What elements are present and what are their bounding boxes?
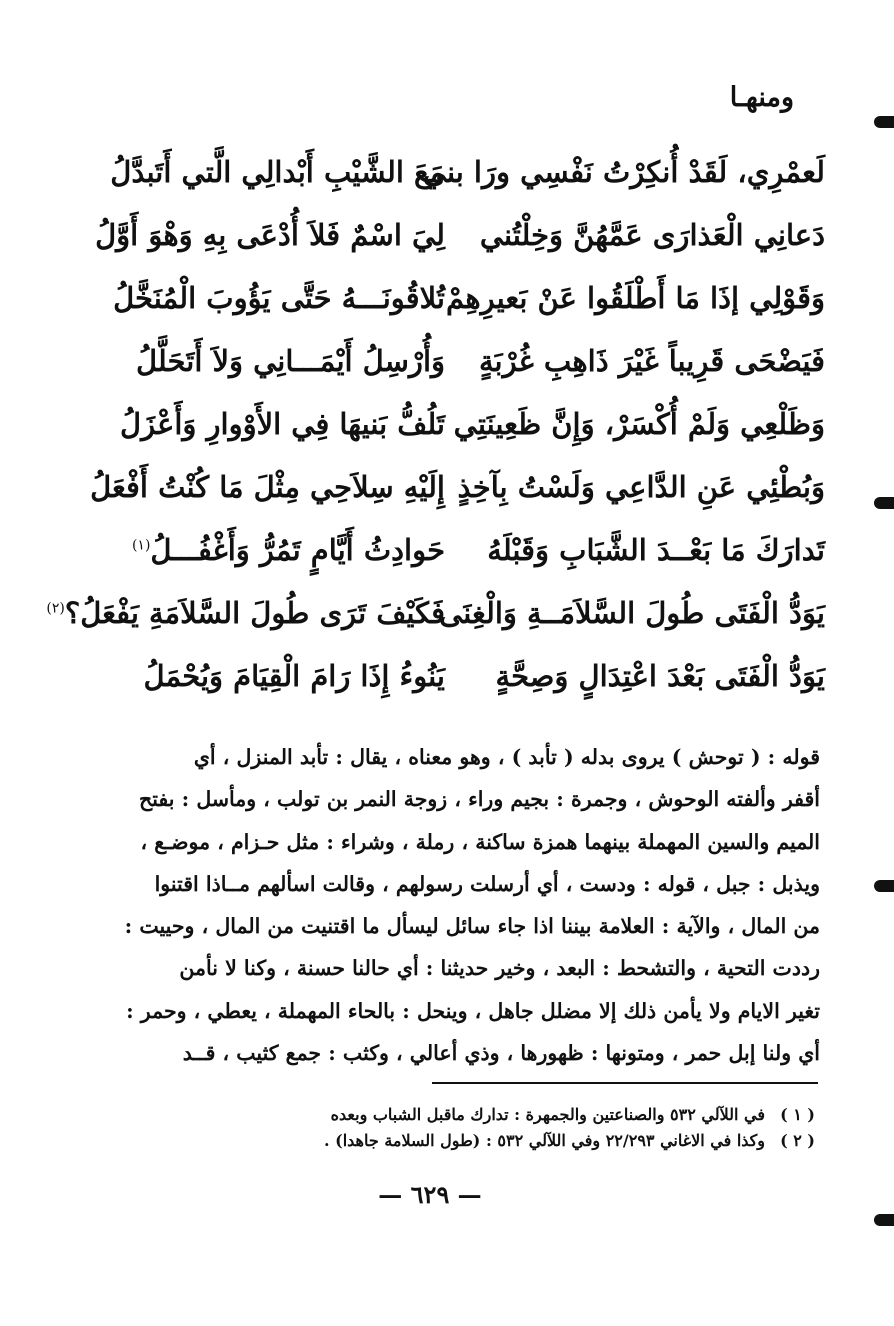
hemistich-text: حَوادِثُ أَيَّامٍ تَمُرُّ وَأَغْفُـــلُ — [150, 532, 445, 567]
commentary-line: ويذبل : جبل ، قوله : ودست ، أي أرسلت رسولهم ، وقالت اسألهم مــاذا اقتنوا — [154, 871, 820, 896]
hemistich-text: تُلاقُونَـــهُ حَتَّى يَؤُوبَ الْمُنَخَّلُ — [113, 280, 445, 315]
hemistich-text: تَلُفُّ بَنيهَا فِي الأَوْوارِ وَأَعْزَلُ — [120, 406, 445, 441]
verse-first-hemistich: تَدارَكَ مَا بَعْــدَ الشَّبَابِ وَقَبْلَهُ — [487, 532, 825, 567]
poem — [46, 140, 825, 707]
verse-first-hemistich: فَيَضْحَى قَرِيباً غَيْرَ ذَاهِبِ غُرْبَةٍ — [478, 343, 825, 378]
page-number: — ٦٢٩ — — [378, 1180, 482, 1209]
footnote-text: وكذا في الاغاني ٢٢/٢٩٣ وفي اللآلي ٥٣٢ : (طول السلامة جاهدا) . — [323, 1131, 765, 1150]
commentary-line: قوله : ( توحش ) يروى بدله ( تأبد ) ، وهو معناه ، يقال : تأبد المنزل ، أي — [193, 745, 820, 769]
verse-second-hemistich — [70, 470, 445, 504]
verse-second-hemistich — [46, 595, 445, 630]
hemistich-text: وَأُرْسِلُ أَيْمَـــانِي وَلاَ أَتَحَلَّلُ — [135, 343, 445, 378]
verse-first-hemistich: لَعمْرِي، لَقَدْ أُنكِرْتُ نَفْسِي ورَا بني — [422, 154, 825, 189]
verse — [70, 266, 825, 329]
footnote — [70, 1102, 815, 1128]
scan-edge-mark — [874, 1214, 894, 1226]
hemistich-text: يَنُوءُ إِذَا رَامَ الْقِيَامَ وَيُحْمَلُ — [143, 658, 445, 693]
verse-second-hemistich — [70, 659, 445, 693]
verse — [70, 392, 825, 455]
commentary-line: تغير الايام ولا يأمن ذلك إلا مضلل جاهل ، وينحل : بالحاء المهملة ، يعطي ، وحمر : — [126, 998, 820, 1023]
hemistich-text: لِيَ اسْمٌ فَلاَ أُدْعَى بِهِ وَهْوَ أَوَّلُ — [95, 217, 445, 252]
verse — [70, 518, 825, 581]
verse-first-hemistich: وَبُطْئِي عَنِ الدَّاعِي وَلَسْتُ بِآخِذٍ — [457, 469, 825, 504]
commentary-line: أقفر وألفته الوحوش ، وجمرة : بجيم وراء ، زوجة النمر بن تولب ، ومأسل : بفتح — [139, 787, 820, 812]
scan-edge-mark — [874, 116, 894, 128]
footnote-reference: (١) — [131, 536, 151, 553]
commentary — [72, 736, 820, 1074]
verse — [70, 203, 825, 266]
verse-second-hemistich — [70, 281, 445, 315]
hemistich-text: فَكَيْفَ تَرَى طُولَ السَّلاَمَةِ يَفْعَلُ؟ — [64, 595, 445, 630]
footnote-number: ( ١ ) — [780, 1105, 815, 1124]
footnote-reference: (٢) — [46, 599, 65, 616]
verse — [70, 140, 825, 203]
footnote-text: في اللآلي ٥٣٢ والصناعتين والجمهرة : تدارك ماقبل الشباب وبعده — [330, 1105, 765, 1124]
verse — [70, 455, 825, 518]
commentary-line: أي ولنا إبل حمر ، ومتونها : ظهورها ، وذي أعالي ، وكثب : جمع كثيب ، قــد — [182, 1041, 820, 1066]
verse-first-hemistich: وَظَلْعِي وَلَمْ أُكْسَرْ، وَإِنَّ ظَعِينَتِي — [453, 406, 825, 441]
commentary-line: الميم والسين المهملة بينهما همزة ساكنة ، رملة ، وشراء : مثل حـزام ، موضـع ، — [140, 829, 820, 854]
verse-second-hemistich — [70, 344, 445, 378]
footnote-separator — [432, 1082, 818, 1084]
verse — [70, 644, 825, 707]
verse — [46, 581, 825, 644]
verse-second-hemistich — [70, 533, 445, 567]
footnotes — [70, 1102, 815, 1154]
hemistich-text: مَعَ الشَّيْبِ أَبْدالِي الَّتي أَتَبدَّلُ — [110, 154, 445, 189]
commentary-line: من المال ، والآية : العلامة بيننا اذا جاء سائل ليسأل ما اقتنيت من المال ، وحييت : — [124, 914, 820, 939]
verse-first-hemistich: دَعانِي الْعَذارَى عَمَّهُنَّ وَخِلْتُني — [479, 217, 825, 252]
verse-first-hemistich: يَوَدُّ الْفَتَى بَعْدَ اعْتِدَالٍ وَصِحَّةٍ — [495, 658, 825, 693]
footnote — [70, 1128, 815, 1154]
verse-first-hemistich: وَقَوْلِي إذَا مَا أَطْلَقُوا عَنْ بَعيرِهِمْ — [446, 280, 825, 315]
scan-edge-mark — [874, 497, 894, 509]
scan-edge-mark — [874, 880, 894, 892]
commentary-line: رددت التحية ، والتشحط : البعد ، وخير حديثنا : أي حالنا حسنة ، وكنا لا نأمن — [179, 956, 820, 981]
verse-second-hemistich — [70, 218, 445, 252]
hemistich-text: إِلَيْهِ سِلاَحِي مِثْلَ مَا كُنْتُ أَفْعَلُ — [90, 469, 445, 504]
section-title: ومنهـا — [729, 82, 794, 113]
verse-first-hemistich: يَوَدُّ الْفَتَى طُولَ السَّلاَمَــةِ وَالْغِنَى — [439, 595, 825, 630]
verse-second-hemistich — [70, 407, 445, 441]
footnote-number: ( ٢ ) — [780, 1131, 815, 1150]
verse-second-hemistich — [70, 155, 445, 189]
verse — [70, 329, 825, 392]
